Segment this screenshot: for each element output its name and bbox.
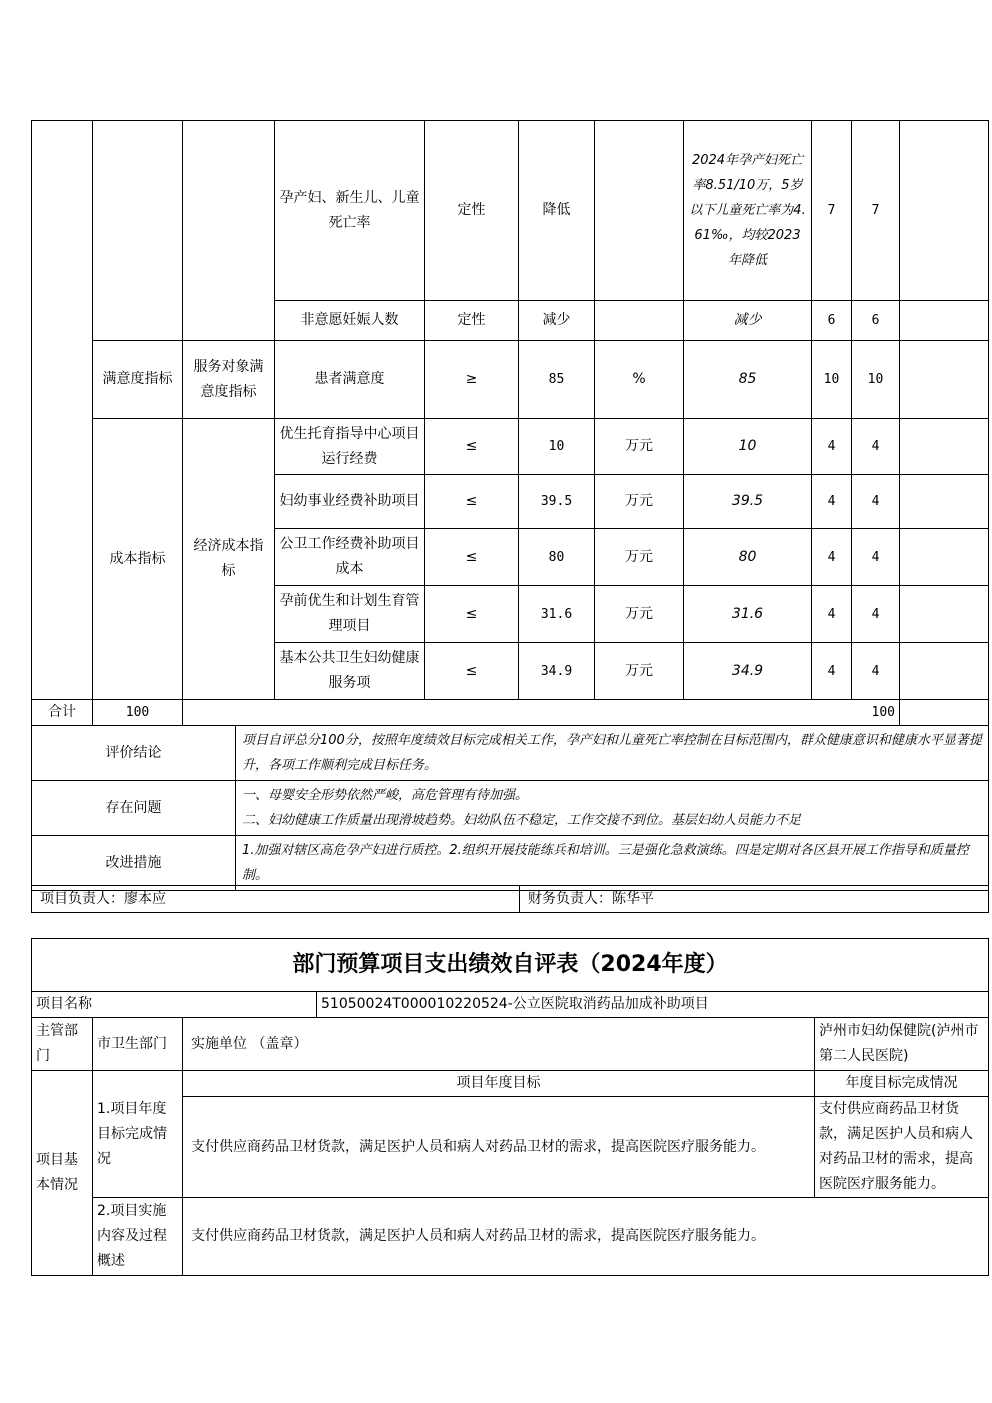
project-name-row: [32, 992, 989, 1018]
score-cell: 7: [852, 121, 900, 301]
deduction-cell: [900, 475, 989, 529]
finance-leader: 财务负责人：陈华平: [520, 886, 989, 913]
actual-cell: 2024年孕产妇死亡率8.51/10万，5岁以下儿童死亡率为4.61‰，均较2023年降低: [684, 121, 812, 301]
conclusion-label: 评价结论: [32, 726, 236, 781]
indicator-cell: 妇幼事业经费补助项目: [275, 475, 425, 529]
target-cell: 80: [519, 529, 595, 586]
issues-line-1: 一、母婴安全形势依然严峻，高危管理有待加强。: [242, 788, 529, 803]
table-row: [32, 341, 989, 419]
level0-cell: [32, 121, 93, 700]
weight-cell: 4: [812, 643, 852, 700]
basic-label: 项目基本情况: [32, 1071, 93, 1276]
weight-cell: 4: [812, 475, 852, 529]
total-deduction: [900, 700, 989, 726]
indicator-table: [31, 120, 989, 726]
issues-label: 存在问题: [32, 781, 236, 836]
nature-cell: ≤: [425, 529, 519, 586]
process-row: [32, 1198, 989, 1276]
second-form-table: [31, 938, 989, 1276]
nature-cell: ≤: [425, 475, 519, 529]
completion-header: 年度目标完成情况: [815, 1071, 989, 1097]
signature-row: [32, 886, 989, 913]
level2-cell: 经济成本指标: [183, 419, 275, 700]
table-row: [32, 121, 989, 301]
actual-cell: 80: [684, 529, 812, 586]
actual-cell: 减少: [684, 301, 812, 341]
target-cell: 10: [519, 419, 595, 475]
weight-cell: 4: [812, 586, 852, 643]
total-row: [32, 700, 989, 726]
goal-text: 支付供应商药品卫材货款，满足医护人员和病人对药品卫材的需求，提高医院医疗服务能力。: [183, 1097, 815, 1198]
nature-cell: ≥: [425, 341, 519, 419]
unit-cell: %: [595, 341, 684, 419]
unit-cell: 万元: [595, 643, 684, 700]
weight-cell: 4: [812, 529, 852, 586]
weight-cell: 4: [812, 419, 852, 475]
total-label: 合计: [32, 700, 93, 726]
evaluation-table: [31, 725, 989, 891]
total-score: 100: [183, 700, 900, 726]
score-cell: 4: [852, 586, 900, 643]
issues-line-2: 二、妇幼健康工作质量出现滑坡趋势。妇幼队伍不稳定，工作交接不到位。基层妇幼人员能力不足: [242, 813, 802, 828]
nature-cell: 定性: [425, 301, 519, 341]
impl-label: 实施单位 （盖章）: [183, 1018, 815, 1071]
unit-cell: 万元: [595, 586, 684, 643]
deduction-cell: [900, 529, 989, 586]
target-cell: 34.9: [519, 643, 595, 700]
measures-text: 1.加强对辖区高危孕产妇进行质控。2.组织开展技能练兵和培训。三是强化急救演练。四是定期对各区县开展工作指导和质量控制。: [236, 836, 989, 891]
measures-row: [32, 836, 989, 891]
form-title: 部门预算项目支出绩效自评表（2024年度）: [32, 939, 989, 992]
project-leader: 项目负责人：廖本应: [32, 886, 520, 913]
level1-cell: [93, 121, 183, 341]
target-cell: 85: [519, 341, 595, 419]
table-row: [32, 419, 989, 475]
score-cell: 4: [852, 419, 900, 475]
total-weight: 100: [93, 700, 183, 726]
nature-cell: ≤: [425, 643, 519, 700]
score-cell: 10: [852, 341, 900, 419]
goal-label: 1.项目年度目标完成情况: [93, 1071, 183, 1198]
indicator-cell: 患者满意度: [275, 341, 425, 419]
weight-cell: 7: [812, 121, 852, 301]
project-name-label: 项目名称: [32, 992, 317, 1018]
indicator-cell: 孕产妇、新生儿、儿童死亡率: [275, 121, 425, 301]
process-label: 2.项目实施内容及过程概述: [93, 1198, 183, 1276]
deduction-cell: [900, 301, 989, 341]
indicator-cell: 孕前优生和计划生育管理项目: [275, 586, 425, 643]
issues-row: [32, 781, 989, 836]
unit-cell: 万元: [595, 475, 684, 529]
measures-label: 改进措施: [32, 836, 236, 891]
actual-cell: 10: [684, 419, 812, 475]
level1-cell: 满意度指标: [93, 341, 183, 419]
conclusion-text: 项目自评总分100分，按照年度绩效目标完成相关工作，孕产妇和儿童死亡率控制在目标范围内，群众健康意识和健康水平显著提升，各项工作顺利完成目标任务。: [236, 726, 989, 781]
level2-cell: 服务对象满意度指标: [183, 341, 275, 419]
weight-cell: 10: [812, 341, 852, 419]
target-cell: 减少: [519, 301, 595, 341]
signature-table: [31, 885, 989, 913]
deduction-cell: [900, 121, 989, 301]
issues-text: [236, 781, 989, 836]
conclusion-row: [32, 726, 989, 781]
level1-cell: 成本指标: [93, 419, 183, 700]
nature-cell: 定性: [425, 121, 519, 301]
completion-text: 支付供应商药品卫材货款，满足医护人员和病人对药品卫材的需求，提高医院医疗服务能力。: [815, 1097, 989, 1198]
unit-cell: 万元: [595, 419, 684, 475]
project-name-value: 51050024T000010220524-公立医院取消药品加成补助项目: [317, 992, 989, 1018]
unit-cell: [595, 301, 684, 341]
actual-cell: 31.6: [684, 586, 812, 643]
score-cell: 4: [852, 643, 900, 700]
actual-cell: 34.9: [684, 643, 812, 700]
nature-cell: ≤: [425, 419, 519, 475]
deduction-cell: [900, 643, 989, 700]
level2-cell: [183, 121, 275, 341]
impl-value: 泸州市妇幼保健院(泸州市第二人民医院): [815, 1018, 989, 1071]
deduction-cell: [900, 586, 989, 643]
indicator-cell: 基本公共卫生妇幼健康服务项: [275, 643, 425, 700]
target-cell: 39.5: [519, 475, 595, 529]
actual-cell: 39.5: [684, 475, 812, 529]
nature-cell: ≤: [425, 586, 519, 643]
indicator-cell: 非意愿妊娠人数: [275, 301, 425, 341]
department-row: [32, 1018, 989, 1071]
weight-cell: 6: [812, 301, 852, 341]
indicator-cell: 优生托育指导中心项目运行经费: [275, 419, 425, 475]
unit-cell: [595, 121, 684, 301]
title-row: [32, 939, 989, 992]
goal-header: 项目年度目标: [183, 1071, 815, 1097]
dept-label: 主管部门: [32, 1018, 93, 1071]
target-cell: 31.6: [519, 586, 595, 643]
dept-value: 市卫生部门: [93, 1018, 183, 1071]
deduction-cell: [900, 419, 989, 475]
target-cell: 降低: [519, 121, 595, 301]
process-text: 支付供应商药品卫材货款，满足医护人员和病人对药品卫材的需求，提高医院医疗服务能力。: [183, 1198, 989, 1276]
score-cell: 6: [852, 301, 900, 341]
unit-cell: 万元: [595, 529, 684, 586]
goal-header-row: [32, 1071, 989, 1097]
actual-cell: 85: [684, 341, 812, 419]
score-cell: 4: [852, 475, 900, 529]
deduction-cell: [900, 341, 989, 419]
score-cell: 4: [852, 529, 900, 586]
indicator-cell: 公卫工作经费补助项目成本: [275, 529, 425, 586]
